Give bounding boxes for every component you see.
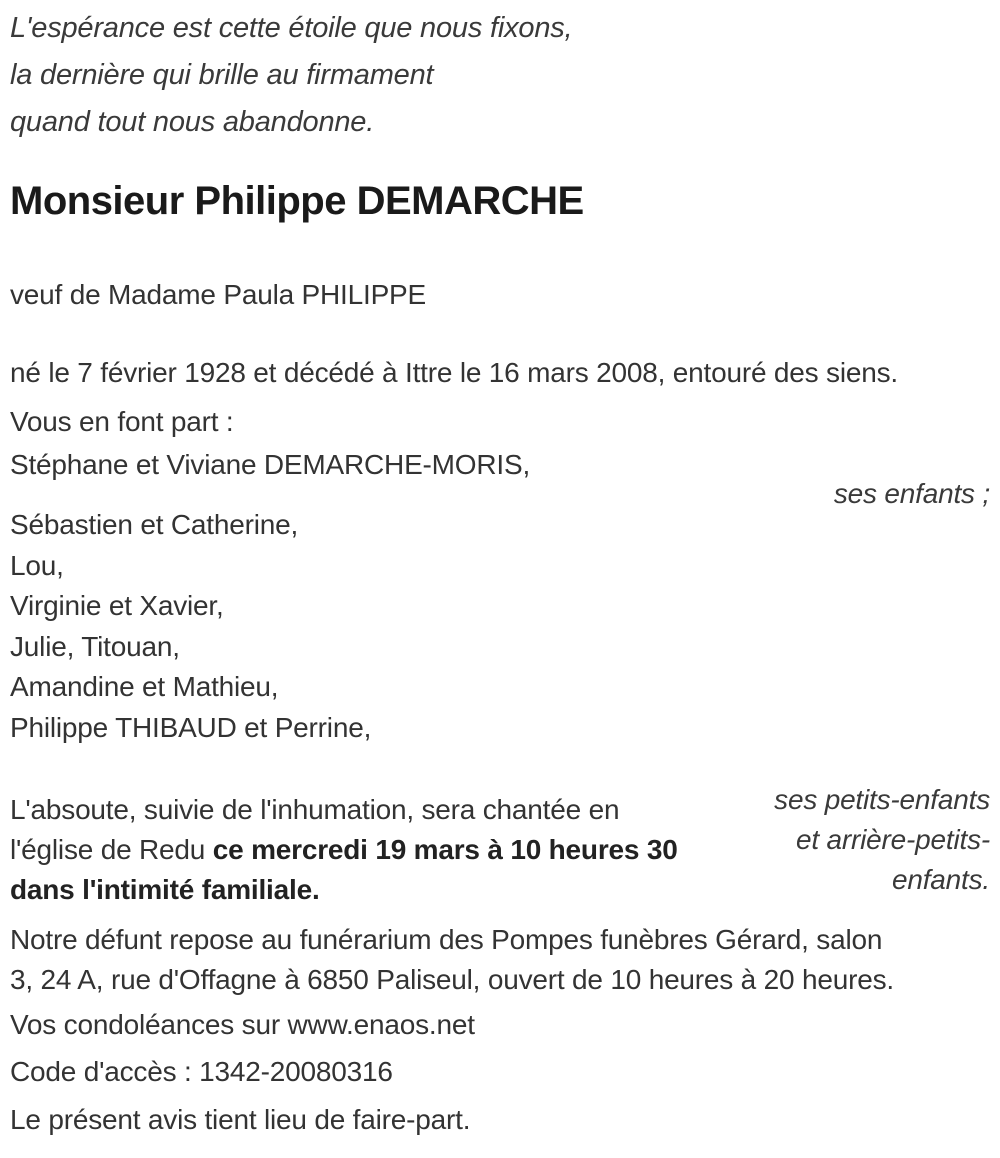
grandchild-name-line: Virginie et Xavier, (10, 590, 224, 621)
ceremony-privacy-bold: dans l'intimité familiale. (10, 874, 320, 905)
grandchild-name-line: Lou, (10, 549, 64, 581)
grandchild-name-line: Julie, Titouan, (10, 630, 180, 662)
marital-status-line: veuf de Madame Paula PHILIPPE (10, 279, 426, 310)
access-code-line: Code d'accès : 1342-20080316 (10, 1056, 393, 1087)
ceremony-location-text: l'église de Redu (10, 834, 213, 865)
page-title-deceased-name: Monsieur Philippe DEMARCHE (10, 179, 584, 223)
grandchildren-label-line-3: enfants. (891, 864, 990, 895)
grandchild-name-line: Philippe THIBAUD et Perrine, (10, 711, 372, 743)
ceremony-line-1: L'absoute, suivie de l'inhumation, sera chantée en (10, 794, 620, 825)
grandchildren-names-list (10, 505, 990, 748)
grandchild-name-line: Sébastien et Catherine, (10, 509, 299, 540)
condolences-line: Vos condoléances sur www.enaos.net (10, 1009, 475, 1040)
repository-line-1: Notre défunt repose au funérarium des Pompes funèbres Gérard, salon (10, 924, 883, 955)
life-dates-line: né le 7 février 1928 et décédé à Ittre le 16 mars 2008, entouré des siens. (10, 357, 898, 388)
epigraph-line-1: L'espérance est cette étoile que nous fixons, (10, 12, 573, 44)
children-names-line: Stéphane et Viviane DEMARCHE-MORIS, (10, 449, 531, 480)
ceremony-paragraph (10, 790, 740, 910)
children-relation-label: ses enfants ; (833, 478, 990, 509)
epigraph-quote (10, 0, 990, 146)
grandchildren-relation-label (774, 780, 990, 900)
ceremony-date-time-bold: ce mercredi 19 mars à 10 heures 30 (212, 834, 678, 865)
legal-notice-line: Le présent avis tient lieu de faire-part. (10, 1104, 471, 1135)
epigraph-line-2: la dernière qui brille au firmament (10, 59, 434, 91)
repository-line-2: 3, 24 A, rue d'Offagne à 6850 Paliseul, ouvert de 10 heures à 20 heures. (10, 964, 894, 995)
grandchildren-label-line-2: et arrière-petits- (795, 824, 990, 855)
announcement-intro: Vous en font part : (10, 406, 234, 437)
ceremony-line-2 (10, 830, 740, 870)
grandchildren-label-line-1: ses petits-enfants (774, 784, 990, 815)
grandchild-name-line: Amandine et Mathieu, (10, 671, 279, 702)
epigraph-line-3: quand tout nous abandonne. (10, 106, 375, 138)
ceremony-section (10, 784, 990, 910)
repository-paragraph (10, 920, 990, 1000)
